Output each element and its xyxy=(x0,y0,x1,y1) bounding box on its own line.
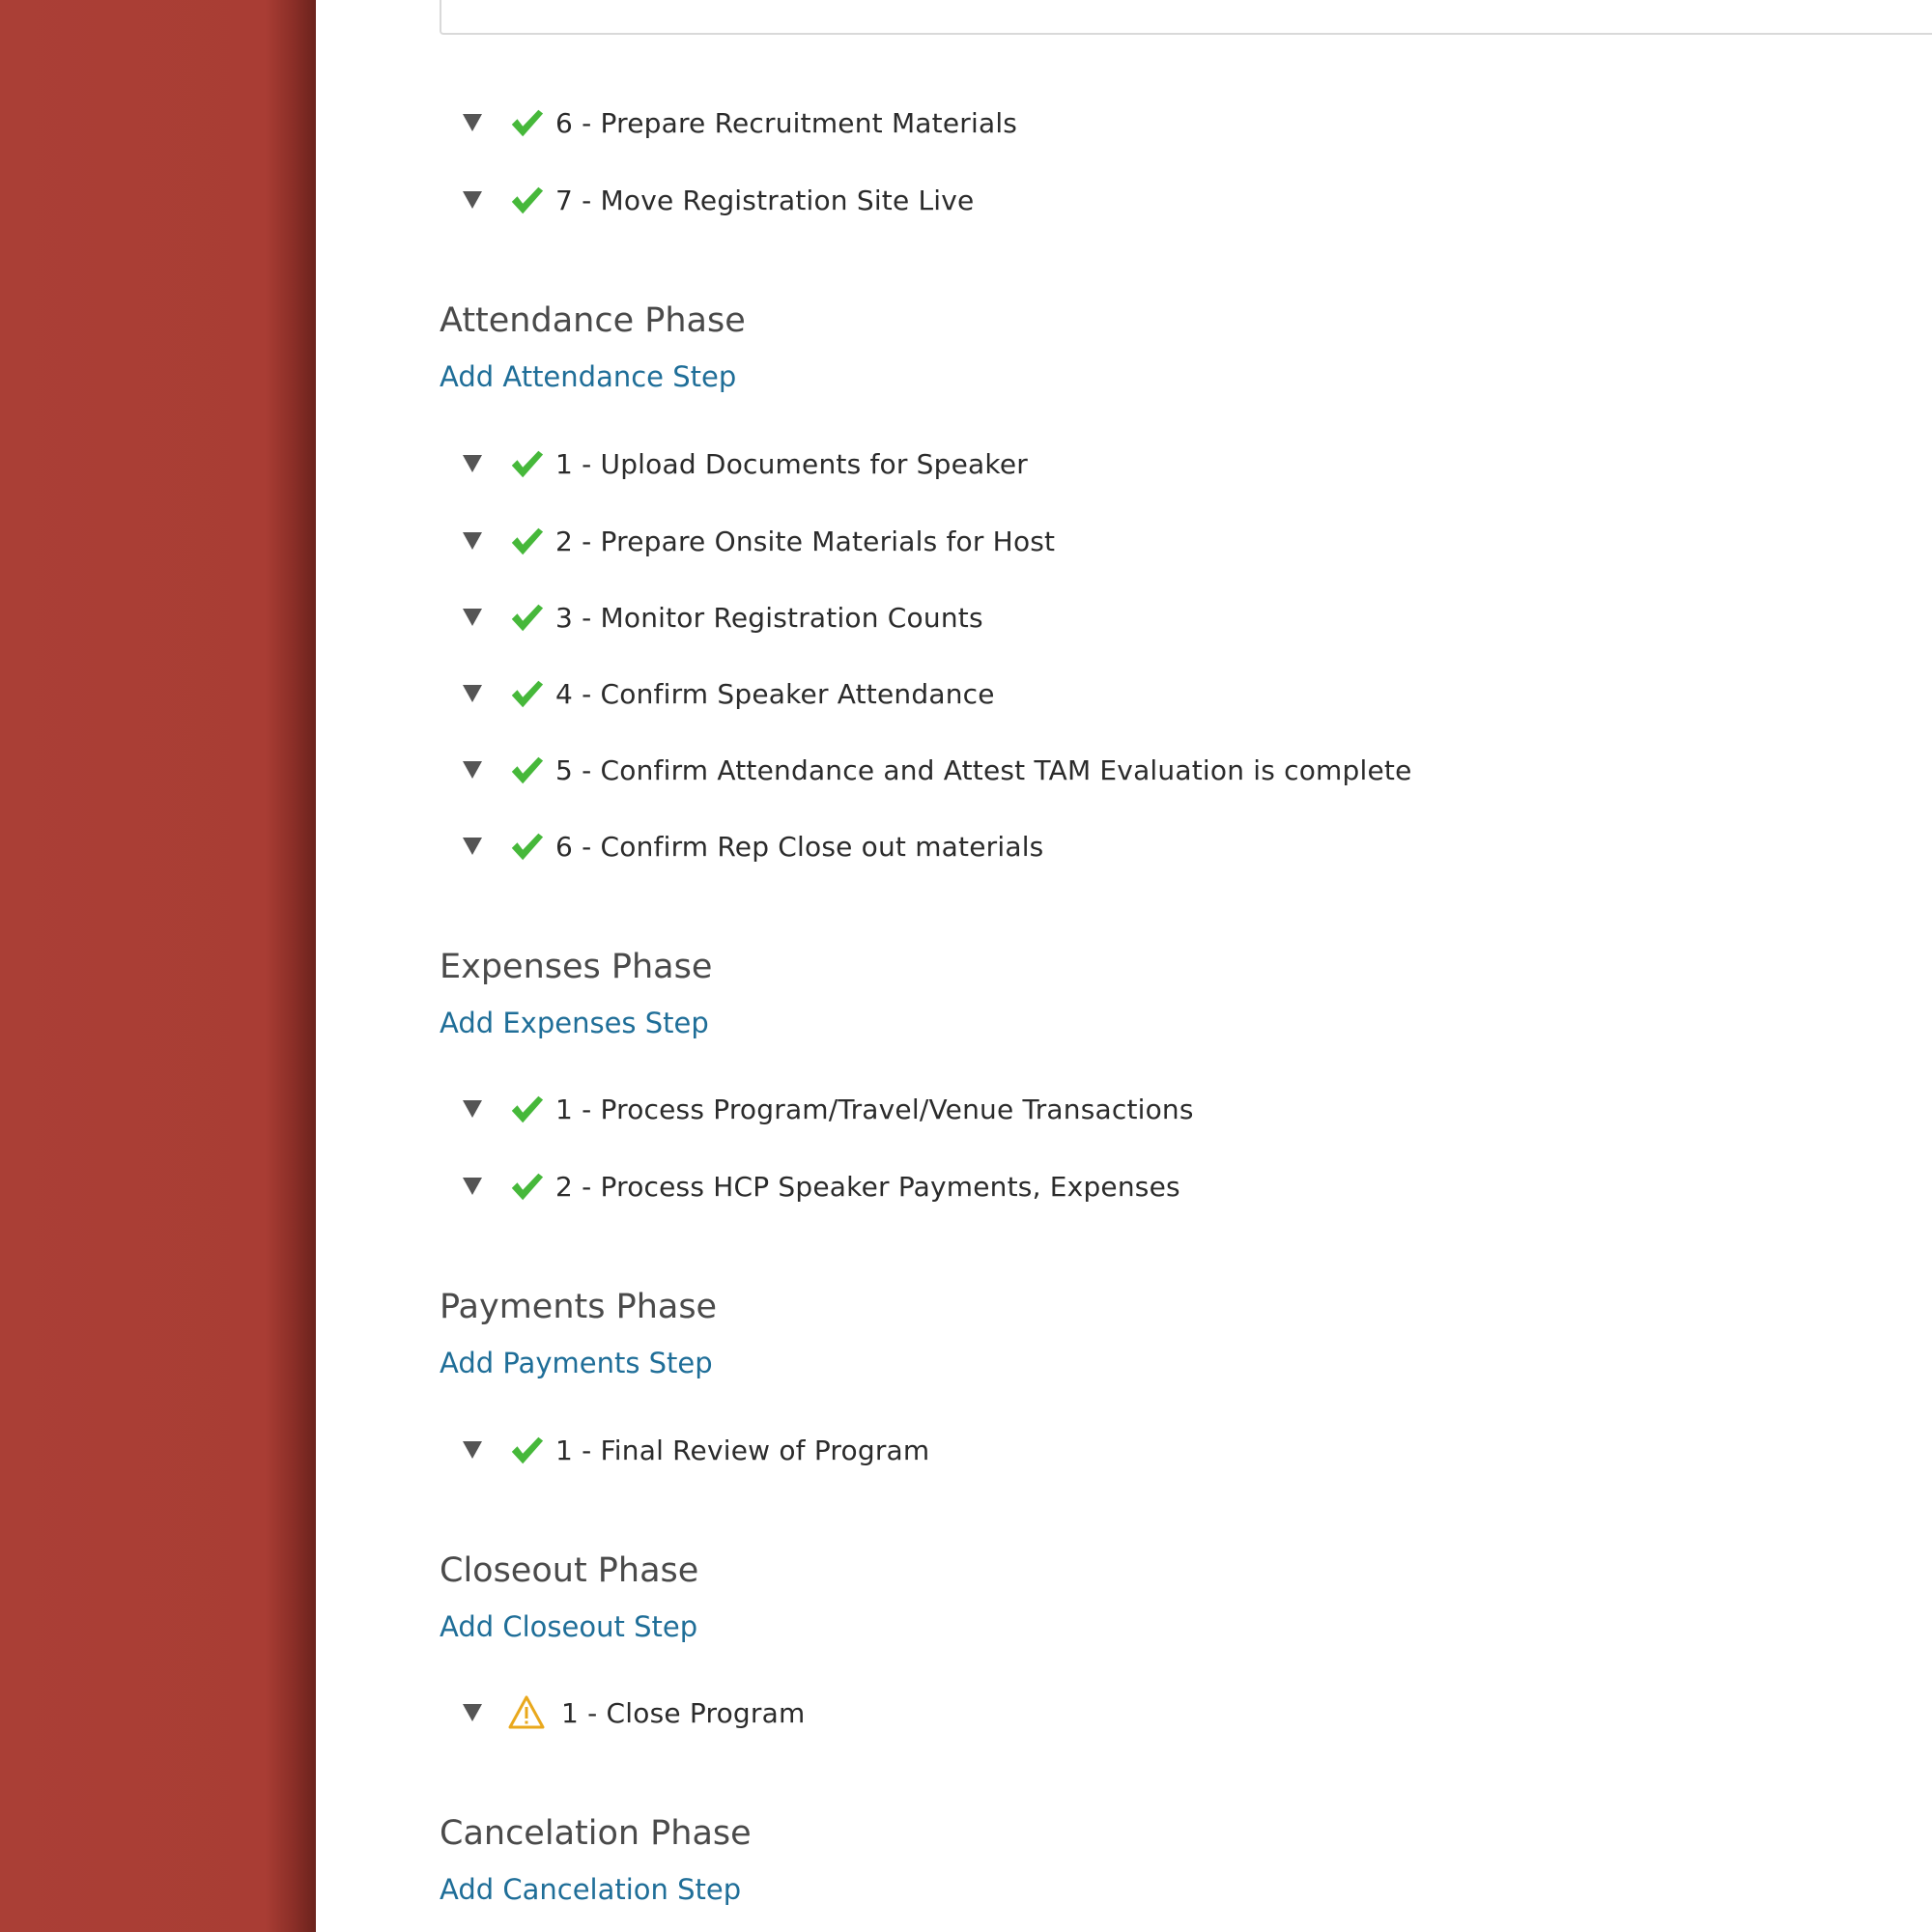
check-icon xyxy=(507,751,546,789)
step-row[interactable] xyxy=(459,440,1028,488)
check-icon xyxy=(507,522,546,560)
add-cancelation-step-link[interactable]: Add Cancelation Step xyxy=(440,1873,742,1906)
step-label[interactable]: 1 - Upload Documents for Speaker xyxy=(555,447,1028,480)
step-row[interactable] xyxy=(459,99,1017,147)
check-icon xyxy=(507,1167,546,1206)
check-icon xyxy=(507,1090,546,1128)
expand-toggle-icon[interactable] xyxy=(459,186,486,213)
step-row[interactable] xyxy=(459,822,1043,870)
step-row[interactable] xyxy=(459,746,1412,794)
step-row[interactable] xyxy=(459,176,975,224)
step-label[interactable]: 1 - Process Program/Travel/Venue Transactions xyxy=(555,1093,1194,1125)
add-expenses-step-link[interactable]: Add Expenses Step xyxy=(440,1007,709,1039)
expand-toggle-icon[interactable] xyxy=(459,450,486,477)
expand-toggle-icon[interactable] xyxy=(459,604,486,631)
phase-title: Expenses Phase xyxy=(440,948,713,986)
main-content xyxy=(316,0,1932,1932)
step-row[interactable] xyxy=(459,669,995,718)
expand-toggle-icon[interactable] xyxy=(459,527,486,554)
expand-toggle-icon[interactable] xyxy=(459,1095,486,1122)
step-row[interactable] xyxy=(459,517,1055,565)
step-label[interactable]: 2 - Process HCP Speaker Payments, Expenses xyxy=(555,1170,1180,1203)
step-label[interactable]: 5 - Confirm Attendance and Attest TAM Evaluation is complete xyxy=(555,753,1412,786)
phase-title: Cancelation Phase xyxy=(440,1814,752,1853)
expand-toggle-icon[interactable] xyxy=(459,756,486,783)
step-label[interactable]: 1 - Close Program xyxy=(561,1696,806,1729)
add-payments-step-link[interactable]: Add Payments Step xyxy=(440,1347,713,1379)
expand-toggle-icon[interactable] xyxy=(459,680,486,707)
check-icon xyxy=(507,1431,546,1469)
expand-toggle-icon[interactable] xyxy=(459,1173,486,1200)
sidebar xyxy=(0,0,316,1932)
content-panel xyxy=(440,0,1932,35)
phase-title: Closeout Phase xyxy=(440,1551,699,1590)
step-label[interactable]: 2 - Prepare Onsite Materials for Host xyxy=(555,525,1056,557)
phase-title: Attendance Phase xyxy=(440,301,746,340)
step-label[interactable]: 3 - Monitor Registration Counts xyxy=(555,601,983,634)
step-row[interactable] xyxy=(459,593,983,641)
step-label[interactable]: 7 - Move Registration Site Live xyxy=(555,184,975,216)
check-icon xyxy=(507,674,546,713)
check-icon xyxy=(507,827,546,866)
check-icon xyxy=(507,598,546,637)
expand-toggle-icon[interactable] xyxy=(459,833,486,860)
expand-toggle-icon[interactable] xyxy=(459,1436,486,1463)
step-row[interactable] xyxy=(459,1426,929,1474)
step-label[interactable]: 1 - Final Review of Program xyxy=(555,1434,930,1466)
check-icon xyxy=(507,181,546,219)
phase-title: Payments Phase xyxy=(440,1288,718,1326)
step-label[interactable]: 6 - Confirm Rep Close out materials xyxy=(555,830,1044,863)
check-icon xyxy=(507,103,546,142)
add-attendance-step-link[interactable]: Add Attendance Step xyxy=(440,360,737,393)
step-row[interactable] xyxy=(459,1085,1194,1133)
step-label[interactable]: 6 - Prepare Recruitment Materials xyxy=(555,106,1018,139)
warning-icon xyxy=(507,1693,546,1732)
step-row[interactable] xyxy=(459,1162,1180,1210)
add-closeout-step-link[interactable]: Add Closeout Step xyxy=(440,1610,698,1643)
expand-toggle-icon[interactable] xyxy=(459,109,486,136)
step-row[interactable] xyxy=(459,1689,805,1737)
check-icon xyxy=(507,444,546,483)
expand-toggle-icon[interactable] xyxy=(459,1699,486,1726)
step-label[interactable]: 4 - Confirm Speaker Attendance xyxy=(555,677,995,710)
